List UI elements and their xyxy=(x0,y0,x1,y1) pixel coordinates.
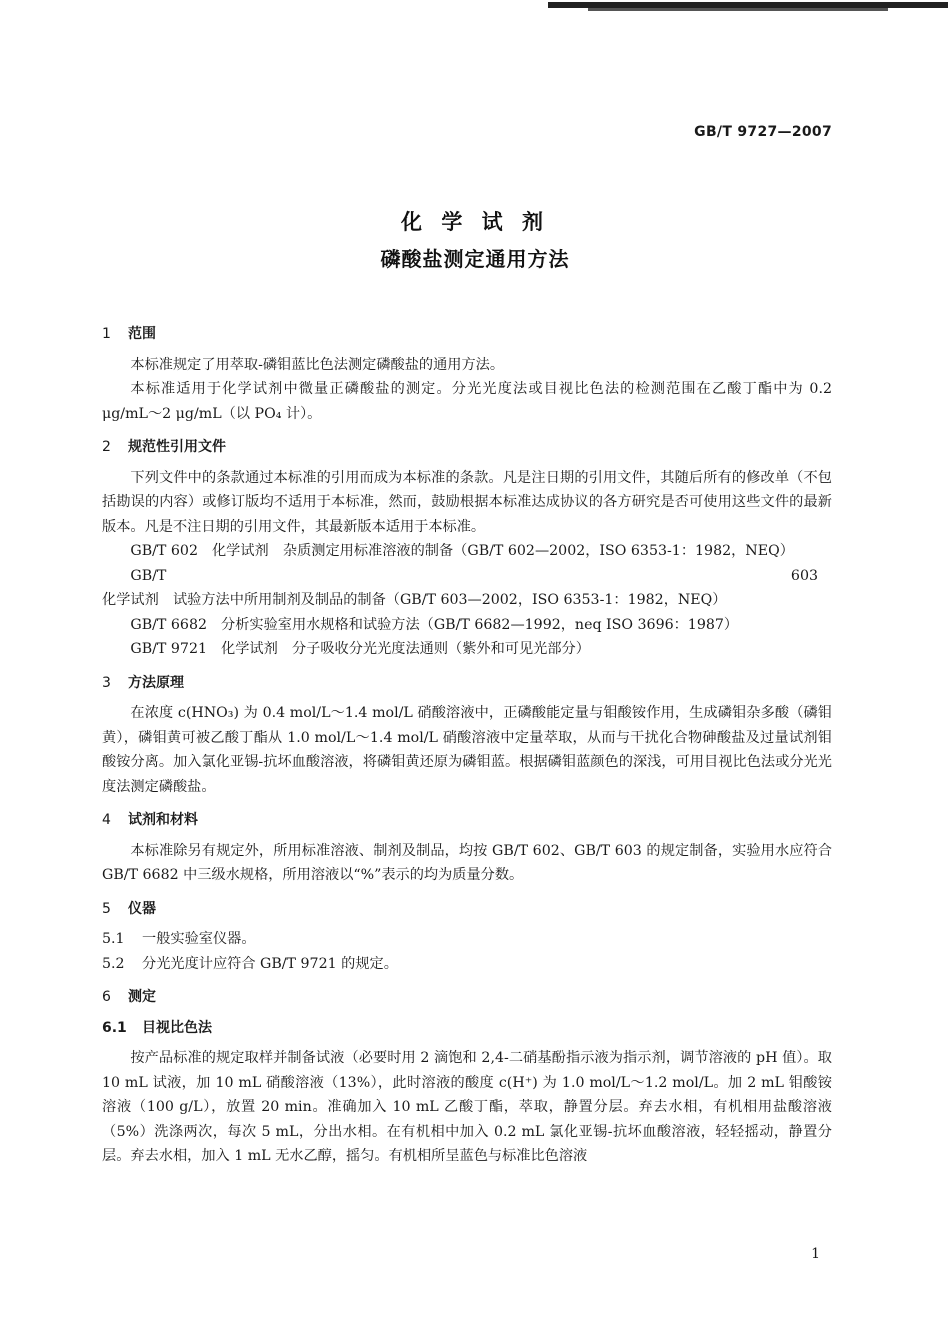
list-item xyxy=(102,952,832,977)
paragraph: 本标准适用于化学试剂中微量正磷酸盐的测定。分光光度法或目视比色法的检测范围在乙酸丁酯中为 0.2 μg/mL～2 μg/mL（以 PO₄ 计）。 xyxy=(102,381,832,422)
section-number: 5 xyxy=(102,900,111,917)
subsection-title: 目视比色法 xyxy=(142,1019,212,1036)
title-line-1: 化 学 试 剂 xyxy=(401,210,549,234)
section-number: 1 xyxy=(102,326,111,342)
section-heading xyxy=(102,897,832,922)
item-number: 5.2 xyxy=(102,955,125,972)
reference-title: 化学试剂 分子吸收分光光度法通则（紫外和可见光部分） xyxy=(221,641,590,657)
section-determination xyxy=(102,985,832,1169)
section-heading xyxy=(102,671,832,696)
document-body xyxy=(102,322,832,1178)
reference-code: GB/T 6682 xyxy=(130,616,208,633)
reference-item xyxy=(102,613,832,638)
paragraph: 本标准规定了用萃取-磷钼蓝比色法测定磷酸盐的通用方法。 xyxy=(130,356,505,373)
reference-title: 分析实验室用水规格和试验方法（GB/T 6682—1992，neq ISO 3696：1987） xyxy=(221,616,739,633)
page-number: 1 xyxy=(811,1246,820,1262)
paragraph: 下列文件中的条款通过本标准的引用而成为本标准的条款。凡是注日期的引用文件，其随后所有的修改单（不包括勘误的内容）或修订版均不适用于本标准，然而，鼓励根据本标准达成协议的各方研究是否可使用这些文件的最新版本。凡是不注日期的引用文件，其最新版本适用于本标准。 xyxy=(102,469,832,535)
section-heading xyxy=(102,985,832,1010)
section-title: 测定 xyxy=(128,989,156,1005)
reference-code: GB/T 602 xyxy=(130,543,198,559)
section-number: 6 xyxy=(102,989,111,1005)
section-apparatus xyxy=(102,897,832,977)
section-title: 范围 xyxy=(128,326,156,342)
section-scope xyxy=(102,322,832,426)
paragraph: 在浓度 c(HNO₃) 为 0.4 mol/L～1.4 mol/L 硝酸溶液中，正磷酸能定量与钼酸铵作用，生成磷钼杂多酸（磷钼黄），磷钼黄可被乙酸丁酯从 1.0 mol/L～1.4 mol/L 硝酸溶液中定量萃取，从而与干扰化合物砷酸盐及过量试剂钼酸铵分离。加入氯化亚锡-抗坏血酸溶液，将磷钼黄还原为磷钼蓝。根据磷钼蓝颜色的深浅，可用目视比色法或分光光度法测定磷酸盐。 xyxy=(102,705,832,795)
paragraph: 本标准除另有规定外，所用标准溶液、制剂及制品，均按 GB/T 602、GB/T 603 的规定制备，实验用水应符合 GB/T 6682 中三级水规格，所用溶液以“%”表示的均为质量分数。 xyxy=(102,842,832,883)
paragraph: 按产品标准的规定取样并制备试液（必要时用 2 滴饱和 2,4-二硝基酚指示液为指示剂，调节溶液的 pH 值）。取 10 mL 试液，加 10 mL 硝酸溶液（13%），此时溶液的酸度 c(H⁺) 为 1.0 mol/L～1.2 mol/L。加 2 mL 钼酸铵溶液（100 g/L），放置 20 min。准确加入 10 mL 乙酸丁酯，萃取，静置分层。弃去水相，有机相用盐酸溶液（5%）洗涤两次，每次 5 mL，分出水相。在有机相中加入 0.2 mL 氯化亚锡-抗坏血酸溶液，轻轻摇动，静置分层。弃去水相，加入 1 mL 无水乙醇，摇匀。有机相所呈蓝色与标准比色溶液 xyxy=(102,1050,832,1164)
section-heading xyxy=(102,435,832,460)
reference-title: 化学试剂 杂质测定用标准溶液的制备（GB/T 602—2002，ISO 6353-1：1982，NEQ） xyxy=(211,543,794,559)
section-number: 4 xyxy=(102,812,111,828)
subsection-heading xyxy=(102,1016,832,1041)
reference-item xyxy=(102,637,832,662)
title-line-2: 磷酸盐测定通用方法 xyxy=(380,247,570,271)
section-reagents xyxy=(102,808,832,888)
reference-code: GB/T 603 xyxy=(130,567,818,584)
reference-item xyxy=(102,539,832,564)
section-title: 试剂和材料 xyxy=(128,812,198,828)
item-text: 一般实验室仪器。 xyxy=(142,931,256,947)
section-title: 仪器 xyxy=(128,900,156,917)
section-heading xyxy=(102,808,832,833)
section-principle xyxy=(102,671,832,800)
reference-title: 化学试剂 试验方法中所用制剂及制品的制备（GB/T 603—2002，ISO 6353-1：1982，NEQ） xyxy=(102,592,727,608)
section-heading xyxy=(102,322,832,347)
section-number: 3 xyxy=(102,674,111,691)
item-number: 5.1 xyxy=(102,931,125,947)
section-title: 规范性引用文件 xyxy=(128,439,226,455)
section-number: 2 xyxy=(102,439,111,455)
reference-item xyxy=(102,564,832,613)
item-text: 分光光度计应符合 GB/T 9721 的规定。 xyxy=(142,955,398,972)
reference-code: GB/T 9721 xyxy=(130,641,208,657)
scan-artifact xyxy=(548,2,948,14)
subsection-number: 6.1 xyxy=(102,1019,127,1036)
section-title: 方法原理 xyxy=(128,674,184,691)
section-normative-references xyxy=(102,435,832,662)
list-item xyxy=(102,927,832,952)
standard-number: GB/T 9727—2007 xyxy=(694,124,832,140)
